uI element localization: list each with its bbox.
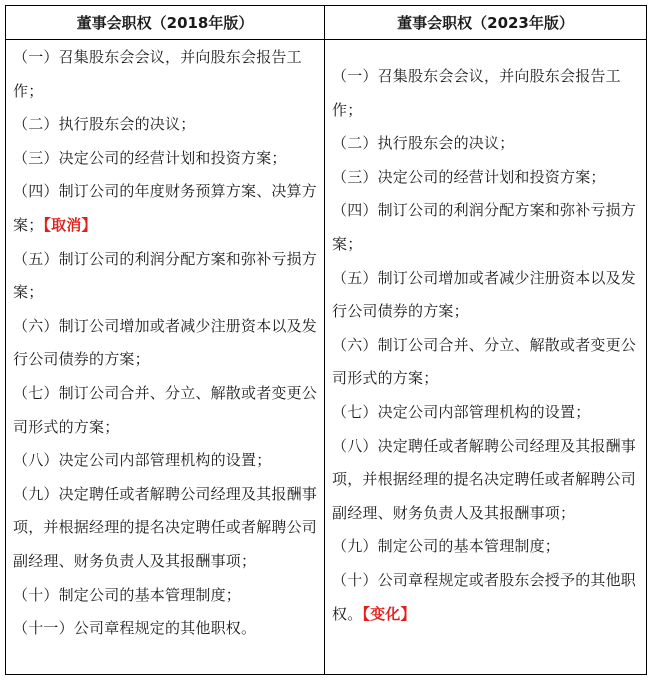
list-item (13, 175, 318, 242)
list-item (13, 579, 318, 613)
item-text: （三）决定公司的经营计划和投资方案； (13, 148, 287, 167)
list-item (332, 530, 642, 564)
item-text: （七）制订公司合并、分立、解散或者变更公司形式的方案； (13, 383, 318, 436)
item-text: （六）制订公司增加或者减少注册资本以及发行公司债券的方案； (13, 316, 318, 369)
item-text: （一）召集股东会会议，并向股东会报告工作； (13, 48, 302, 100)
list-2018 (13, 41, 318, 646)
list-item (332, 194, 642, 261)
list-2023 (332, 60, 642, 631)
cancelled-tag: 【取消】 (43, 215, 97, 234)
list-item (13, 310, 318, 377)
list-item (13, 377, 318, 444)
item-text: （十）制定公司的基本管理制度； (13, 585, 242, 604)
item-text: （八）决定公司内部管理机构的设置； (13, 451, 272, 470)
item-text: （二）执行股东会的决议； (332, 134, 515, 153)
list-item (13, 243, 318, 310)
item-text: （四）制订公司的年度财务预算方案、决算方案； (13, 182, 318, 234)
item-text: （七）决定公司内部管理机构的设置； (332, 402, 591, 421)
item-text: （六）制订公司合并、分立、解散或者变更公司形式的方案； (332, 335, 637, 388)
list-item (332, 60, 642, 127)
list-item (13, 478, 318, 579)
item-text: （八）决定聘任或者解聘公司经理及其报酬事项，并根据经理的提名决定聘任或者解聘公司副经理、财务负责人及其报酬事项； (332, 436, 637, 522)
list-item (332, 564, 642, 631)
list-item (13, 142, 318, 176)
list-item (332, 262, 642, 329)
item-text: （二）执行股东会的决议； (13, 115, 196, 134)
list-item (332, 396, 642, 430)
column-2018 (6, 40, 325, 674)
header-2023: 董事会职权（2023年版） (325, 6, 646, 40)
item-text: （十）公司章程规定或者股东会授予的其他职权。 (332, 570, 637, 623)
item-text: （九）制定公司的基本管理制度； (332, 537, 561, 556)
list-item (13, 108, 318, 142)
item-text: （五）制订公司的利润分配方案和弥补亏损方案； (13, 249, 318, 302)
item-text: （十一）公司章程规定的其他职权。 (13, 619, 257, 638)
changed-tag: 【变化】 (362, 604, 416, 623)
list-item (332, 127, 642, 161)
list-item (332, 329, 642, 396)
list-item (13, 41, 318, 108)
comparison-table (5, 5, 647, 675)
item-text: （四）制订公司的利润分配方案和弥补亏损方案； (332, 201, 637, 253)
list-item (13, 444, 318, 478)
item-text: （五）制订公司增加或者减少注册资本以及发行公司债券的方案； (332, 268, 637, 321)
item-text: （九）决定聘任或者解聘公司经理及其报酬事项，并根据经理的提名决定聘任或者解聘公司副经理、财务负责人及其报酬事项； (13, 484, 318, 570)
header-2018: 董事会职权（2018年版） (6, 6, 325, 40)
list-item (332, 161, 642, 195)
item-text: （一）召集股东会会议，并向股东会报告工作； (332, 67, 621, 119)
item-text: （三）决定公司的经营计划和投资方案； (332, 167, 606, 186)
column-2023 (325, 40, 646, 674)
list-item (13, 612, 318, 646)
list-item (332, 430, 642, 531)
